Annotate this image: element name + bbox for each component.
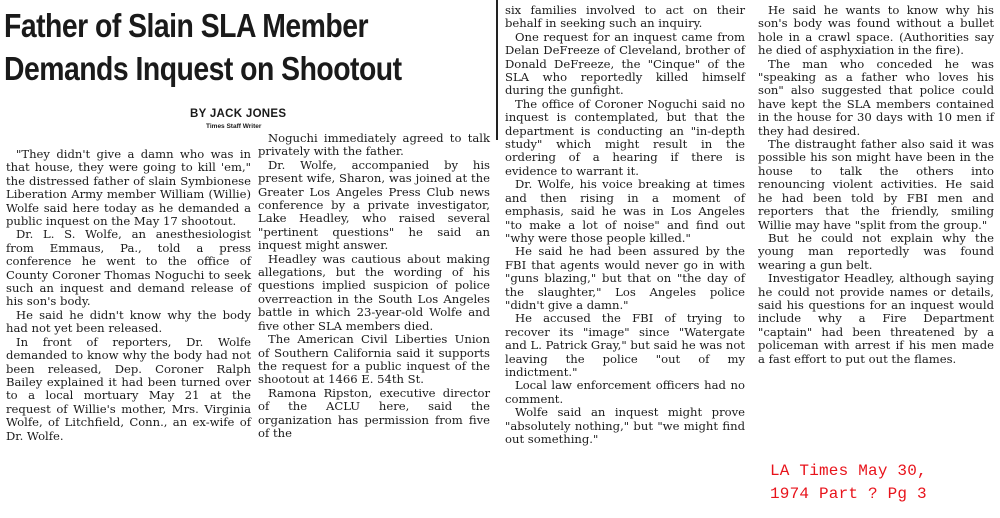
paragraph: Wolfe said an inquest might prove "absolutely nothing," but "we might find out something." [505,405,745,446]
paragraph: six families involved to act on their behalf in seeking such an inquiry. [505,3,745,31]
paragraph: Noguchi immediately agreed to talk privately with the father. [258,131,490,159]
paragraph: The office of Coroner Noguchi said no inquest is contemplated, but that the department is conducting an "in-depth study" which might result in the ordering of a hearing if there is evidence to warrant it. [505,96,745,178]
paragraph: Dr. L. S. Wolfe, an anesthesiologist from Emmaus, Pa., told a press conference he went to the office of County Coroner Thomas Noguchi to seek such an inquest and demand release of his son's body. [6,227,251,309]
paragraph: The distraught father also said it was possible his son might have been in the house to talk the others into renouncing violent activities. He said he had been told by FBI men and reporters that the friendly, smiling Willie may have "split from the group." [758,137,994,232]
paragraph: Ramona Ripston, executive director of the ACLU here, said the organization has permission from five of the [258,385,490,440]
paragraph: Dr. Wolfe, his voice breaking at times and then rising in a moment of emphasis, said he was in Los Angeles "to make a lot of noise" and find out "why were those people killed." [505,177,745,245]
caption-line-2: 1974 Part ? Pg 3 [770,485,927,503]
clipping-left [0,0,494,518]
paragraph: Investigator Headley, although saying he could not provide names or details, said his questions for an inquest would include why a Fire Department "captain" had been threatened by a policeman with arrest if his men made a fast effort to put out the flames. [758,271,994,366]
paragraph: He said he wants to know why his son's body was found without a bullet hole in a crawl space. (Authorities say he died of asphyxiation in the fire). [758,3,994,58]
clipping-right [754,0,1000,455]
byline-title: Times Staff Writer [206,123,262,130]
paragraph: "They didn't give a damn who was in that house, they were going to kill 'em," the distressed father of slain Symbionese Liberation Army member William (Willie) Wolfe said here today as he demanded a public inquest on the May 17 shootout. [6,147,251,229]
paragraph: Dr. Wolfe, accompanied by his present wife, Sharon, was joined at the Greater Los Angeles Press Club news conference by a private investigator, Lake Headley, who raised several "pertinent questions" he said an inquest might answer. [258,157,490,253]
paragraph: The man who conceded he was "speaking as a father who loves his son" also suggested that police could have kept the SLA members contained in the house for 30 days with 10 men if they had desired. [758,56,994,138]
byline: BY JACK JONES [190,108,287,120]
paragraph: He said he had been assured by the FBI that agents would never go in with "guns blazing," but that on "the day of the slaughter," Los Angeles police "didn't give a damn." [505,244,745,312]
paragraph: But he could not explain why the young man reportedly was found wearing a gun belt. [758,230,994,272]
headline [4,4,425,90]
clipping-middle [501,0,751,518]
headline-line-2: Demands Inquest on Shootout [4,50,402,87]
caption-line-1: LA Times May 30, [770,462,927,480]
column-1 [6,148,251,443]
paragraph: He accused the FBI of trying to recover its "image" since "Watergate and L. Patrick Gray," but said he was not leaving the police "out of my indictment." [505,311,745,379]
paragraph: Local law enforcement officers had no comment. [505,378,745,406]
headline-line-1: Father of Slain SLA Member [4,7,368,44]
paragraph: One request for an inquest came from Delan DeFreeze of Cleveland, brother of Donald DeFreeze, the "Cinque" of the SLA who reportedly killed himself during the gunfight. [505,29,745,98]
paragraph: He said he didn't know why the body had not yet been released. [6,307,251,336]
column-4 [758,4,994,366]
column-3 [505,4,745,446]
paragraph: The American Civil Liberties Union of Southern California said it supports the request for a public inquest of the shootout at 1466 E. 54th St. [258,332,490,387]
column-2 [258,132,490,440]
paragraph: In front of reporters, Dr. Wolfe demanded to know why the body had not been released, Dep. Coroner Ralph Bailey explained it had been turned over to a local mortuary May 21 at the request of Willie's mother, Mrs. Virginia Wolfe, of Litchfield, Conn., an ex-wife of Dr. Wolfe. [6,334,251,443]
column-divider [496,0,498,140]
paragraph: Headley was cautious about making allegations, but the wording of his questions implied suspicion of police overreaction in the South Los Angeles battle in which 23-year-old Wolfe and five other SLA members died. [258,251,490,333]
source-caption [770,460,927,506]
